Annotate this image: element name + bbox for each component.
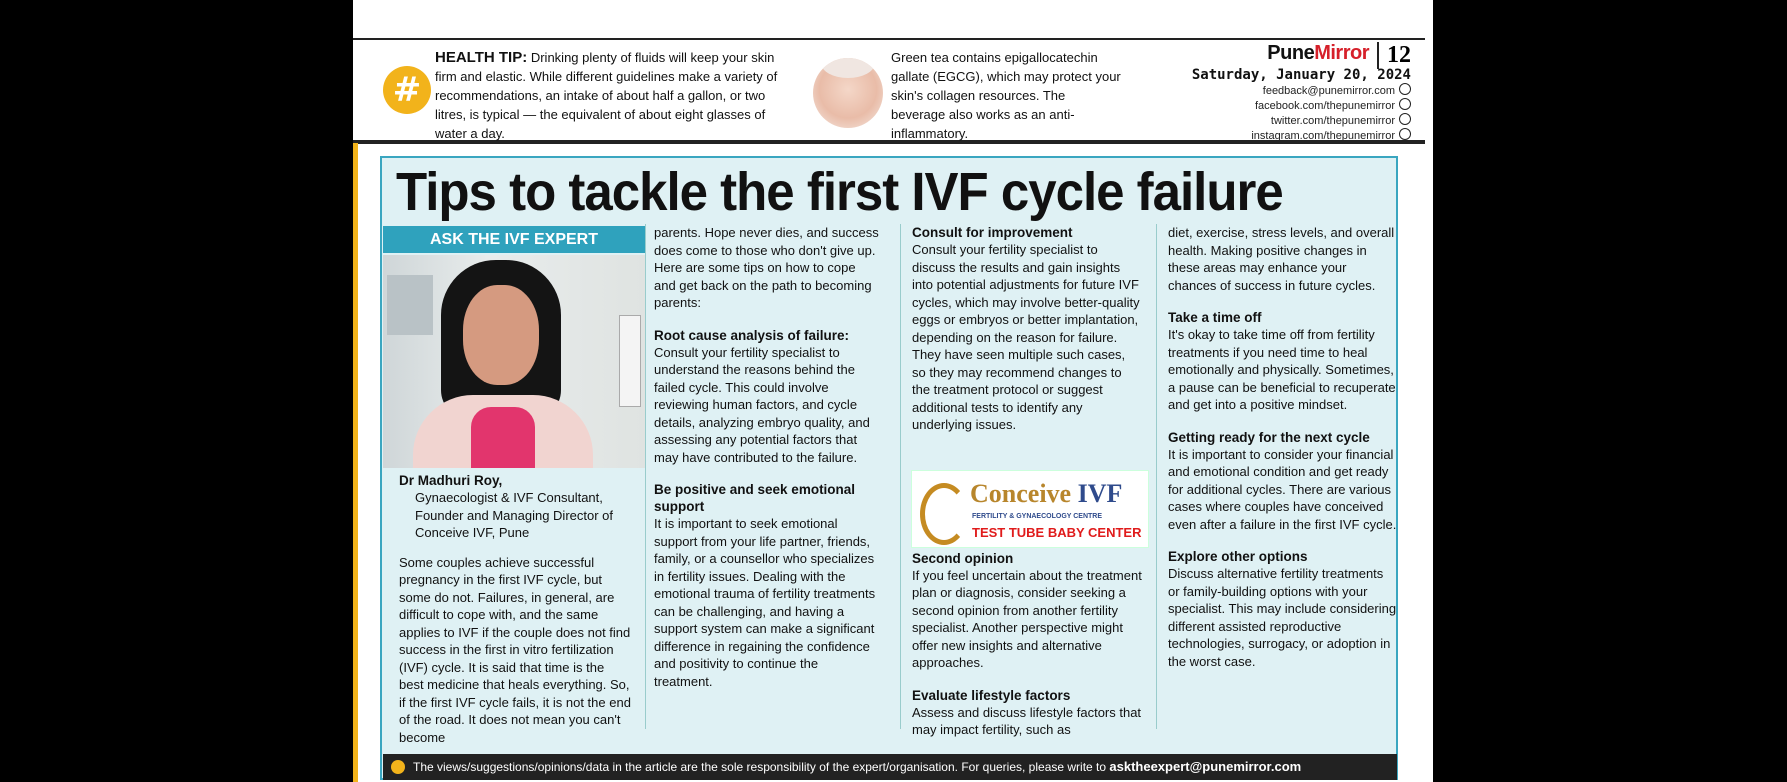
skincare-face-image bbox=[813, 58, 883, 128]
section-heading: Root cause analysis of failure: bbox=[654, 327, 850, 343]
expert-name: Dr Madhuri Roy, bbox=[399, 473, 503, 488]
date: Saturday, January 20, 2024 bbox=[1191, 67, 1411, 83]
section-heading: Explore other options bbox=[1168, 549, 1308, 564]
column-divider bbox=[1156, 224, 1157, 729]
section-body: Consult your fertility specialist to understand the reasons behind the failed cycle. This could involve reviewing human factors, and cycle details, analyzing embryo quality, and assessing any potential factors that may have contributed to the failure. bbox=[654, 344, 870, 465]
column-4 bbox=[1168, 224, 1398, 670]
green-tea-tip: Green tea contains epigallocatechin gallate (EGCG), which may protect your skin's collagen resources. The beverage also works as an anti-inflammatory. bbox=[891, 50, 1121, 141]
section-body: Assess and discuss lifestyle factors that may impact fertility, such as bbox=[912, 704, 1142, 737]
pune-mirror-logo: PuneMirror bbox=[1267, 42, 1369, 64]
disclaimer-footer bbox=[383, 754, 1397, 780]
column-1 bbox=[399, 472, 631, 746]
page-number: 12 bbox=[1377, 42, 1411, 69]
health-tip-text: Drinking plenty of fluids will keep your skin firm and elastic. While different guidelines make a variety of recommendations, an intake of about half a gallon, or two litres, is typical — the equivalent of about eight glasses of water a day. bbox=[435, 50, 778, 141]
instagram-icon bbox=[1399, 128, 1411, 140]
section-heading: Second opinion bbox=[912, 550, 1014, 566]
conceive-ivf-ad-logo: Conceive IVF FERTILITY & GYNAECOLOGY CENTRE TEST TUBE BABY CENTER bbox=[911, 470, 1149, 548]
intro-continued: parents. Hope never dies, and success does come to those who don't give up. Here are some tips on how to cope and get back on the path to becoming parents: bbox=[654, 225, 879, 310]
expert-title: Gynaecologist & IVF Consultant, Founder and Managing Director of Conceive IVF, Pune bbox=[415, 490, 614, 540]
ask-the-expert-label: ASK THE IVF EXPERT bbox=[383, 226, 645, 253]
social-email: feedback@punemirror.com bbox=[1161, 83, 1411, 98]
section-body: Discuss alternative fertility treatments or family-building options with your specialist. This may include considering different assisted reproductive technologies, surrogacy, or adoption in the worst case. bbox=[1168, 566, 1397, 669]
facebook-icon bbox=[1399, 98, 1411, 110]
section-heading: Be positive and seek emotional support bbox=[654, 482, 856, 514]
expert-photo bbox=[383, 255, 645, 468]
column-2 bbox=[654, 224, 879, 690]
query-email-link[interactable]: asktheexpert@punemirror.com bbox=[1109, 759, 1302, 774]
column-divider bbox=[900, 224, 901, 729]
mail-icon bbox=[391, 760, 405, 774]
health-tip-label: HEALTH TIP: bbox=[435, 49, 528, 66]
article-box bbox=[380, 156, 1398, 780]
health-tip bbox=[435, 48, 795, 143]
masthead bbox=[1161, 42, 1411, 143]
disclaimer-text: The views/suggestions/opinions/data in the article are the sole responsibility of the expert/organisation. For queries, please write to bbox=[413, 760, 1107, 774]
section-heading: Evaluate lifestyle factors bbox=[912, 687, 1071, 703]
newspaper-page bbox=[353, 0, 1433, 782]
whatsapp-icon bbox=[1399, 83, 1411, 95]
section-body: It is important to seek emotional support from your life partner, friends, family, or a counsellor who specializes in fertility issues. Dealing with the emotional trauma of fertility treatments can be challenging, and having a support system can make a significant difference in regaining the confidence and positivity to continue the treatment. bbox=[654, 516, 876, 689]
yellow-margin-stripe bbox=[353, 143, 358, 782]
section-body: If you feel uncertain about the treatment plan or diagnosis, consider seeking a second opinion from another fertility specialist. Another perspective might offer new insights and alternative approaches. bbox=[912, 567, 1142, 670]
section-body: Consult your fertility specialist to discuss the results and gain insights into potential adjustments for future IVF cycles, which may involve better-quality eggs or embryos or better implantation, depending on the reason for failure. They have seen multiple such cases, so they may recommend changes to the treatment protocol or suggest additional tests to identify any underlying issues. bbox=[912, 242, 1140, 432]
section-body: It is important to consider your financial and emotional condition and get ready for additional cycles. There are various cases where couples have conceived even after a failure in the first IVF cycle. bbox=[1168, 446, 1397, 532]
section-heading: Take a time off bbox=[1168, 310, 1262, 325]
conceive-logo-icon bbox=[920, 483, 968, 545]
headline: Tips to tackle the first IVF cycle failure bbox=[396, 161, 1283, 222]
twitter-icon bbox=[1399, 113, 1411, 125]
section-heading: Consult for improvement bbox=[912, 225, 1073, 240]
social-twitter: twitter.com/thepunemirror bbox=[1161, 113, 1411, 128]
social-facebook: facebook.com/thepunemirror bbox=[1161, 98, 1411, 113]
hashtag-icon: # bbox=[383, 66, 431, 114]
section-body: diet, exercise, stress levels, and overall health. Making positive changes in these areas may enhance your chances of success in future cycles. bbox=[1168, 225, 1395, 293]
column-divider bbox=[645, 224, 646, 729]
intro-text: Some couples achieve successful pregnancy in the first IVF cycle, but some do not. Failures, in general, are difficult to cope with, and the same applies to IVF if the couple does not find success in the first in vitro fertilization (IVF) cycle. It is said that time is the best medicine that heals everything. So, if the first IVF cycle fails, it is not the end of the road. It does not mean you can't become bbox=[399, 554, 631, 745]
section-heading: Getting ready for the next cycle bbox=[1168, 429, 1370, 445]
health-tip-strip bbox=[353, 38, 1425, 144]
social-instagram: instagram.com/thepunemirror bbox=[1161, 128, 1411, 143]
section-body: It's okay to take time off from fertility treatments if you need time to heal emotionally and physically. Sometimes, a pause can be beneficial to recuperate and get into a positive mindset. bbox=[1168, 327, 1396, 412]
